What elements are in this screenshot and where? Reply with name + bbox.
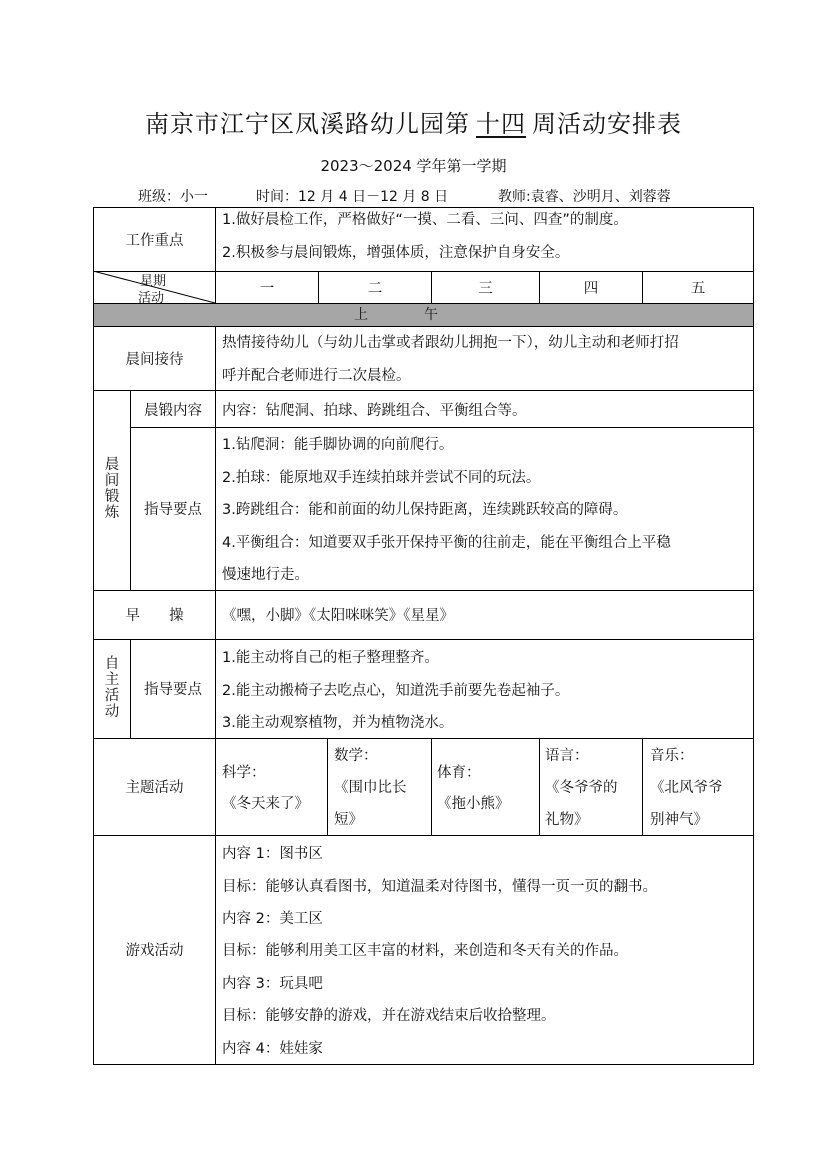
theme-fri-line: 音乐：: [650, 748, 694, 764]
table-border: [642, 738, 643, 836]
table-border: [539, 738, 540, 836]
theme-thu-line: 语言：: [545, 748, 589, 764]
work-focus-item: 2.积极参与晨间锻炼，增强体质，注意保护自身安全。: [222, 245, 570, 261]
theme-fri-line: 《北风爷爷: [650, 780, 723, 796]
exercise-guide-line: 3.跨跳组合：能和前面的幼儿保持距离，连续跳跃较高的障碍。: [222, 502, 628, 518]
self-guide-line: 3.能主动观察植物，并为植物浇水。: [222, 715, 454, 731]
table-border: [431, 738, 432, 836]
theme-thu-line: 《冬爷爷的: [545, 780, 618, 796]
weekday-tue: 二: [367, 281, 383, 297]
page-title: [0, 104, 827, 139]
theme-tue-line: 短》: [334, 812, 363, 828]
reception-line: 热情接待幼儿（与幼儿击掌或者跟幼儿拥抱一下），幼儿主动和老师打招: [222, 335, 679, 351]
morning-exercise-group-label: 晨间锻炼: [104, 457, 120, 521]
reception-label: 晨间接待: [125, 352, 184, 368]
game-activity-label: 游戏活动: [125, 943, 184, 959]
exercise-guide-line: 1.钻爬洞：能手脚协调的向前爬行。: [222, 437, 454, 453]
time-label: 时间：12 月 4 日－12 月 8 日: [256, 189, 449, 205]
self-guide-line: 2.能主动搬椅子去吃点心，知道洗手前要先卷起袖子。: [222, 683, 570, 699]
self-activity-group-label: 自主活动: [104, 656, 120, 720]
exercise-content: 内容：钻爬洞、拍球、跨跳组合、平衡组合等。: [222, 403, 527, 419]
weekday-wed: 三: [478, 281, 493, 297]
title-prefix: 南京市江宁区凤溪路幼儿园第: [145, 110, 470, 138]
self-guide-line: 1.能主动将自己的柜子整理整齐。: [222, 650, 439, 666]
game-activity-line: 目标：能够安静的游戏，并在游戏结束后收拾整理。: [222, 1008, 556, 1024]
week-number: 十四: [476, 110, 526, 138]
table-border: [93, 738, 754, 739]
game-activity-line: 内容 1：图书区: [222, 846, 323, 862]
weekday-fri: 五: [690, 281, 706, 297]
theme-fri-line: 别神气》: [650, 812, 708, 828]
theme-tue-line: 《围巾比长: [334, 780, 407, 796]
weekday-thu: 四: [583, 281, 599, 297]
subtitle: 2023～2024 学年第一学期: [320, 157, 507, 175]
morning-drill-content: 《嘿，小脚》《太阳咪咪笑》《星星》: [222, 608, 454, 624]
exercise-guide-label: 指导要点: [144, 502, 202, 518]
reception-line: 呼并配合老师进行二次晨检。: [222, 368, 411, 384]
diag-label-activity: 活动: [138, 291, 165, 306]
game-activity-line: 目标：能够认真看图书，知道温柔对待图书，懂得一页一页的翻书。: [222, 879, 657, 895]
work-focus-item: 1.做好晨检工作，严格做好“一摸、二看、三问、四查”的制度。: [222, 212, 628, 228]
table-border: [93, 1064, 754, 1065]
table-border: [93, 207, 94, 1065]
theme-wed-line: 体育：: [437, 765, 481, 781]
theme-thu-line: 礼物》: [545, 812, 589, 828]
table-border: [215, 326, 216, 1065]
exercise-content-label: 晨锻内容: [144, 403, 202, 419]
teacher-label: 教师:袁睿、沙明月、刘蓉蓉: [498, 189, 671, 205]
title-suffix: 周活动安排表: [532, 110, 682, 138]
game-activity-line: 内容 4：娃娃家: [222, 1041, 323, 1057]
weekday-mon: 一: [259, 281, 275, 297]
game-activity-line: 内容 3：玩具吧: [222, 976, 323, 992]
class-label: 班级：小一: [138, 189, 208, 205]
table-border: [93, 326, 754, 327]
table-border: [93, 390, 754, 391]
theme-mon-line: 《冬天来了》: [222, 796, 309, 812]
info-line: [138, 186, 671, 206]
diag-label-weekday: 星期: [140, 274, 167, 289]
exercise-guide-line: 2.拍球：能原地双手连续拍球并尝试不同的玩法。: [222, 470, 541, 486]
table-border: [130, 427, 754, 428]
theme-mon-line: 科学：: [222, 765, 266, 781]
exercise-guide-line: 4.平衡组合：知道要双手张开保持平衡的往前走，能在平衡组合上平稳: [222, 535, 671, 551]
self-guide-label: 指导要点: [144, 682, 202, 698]
table-border: [93, 639, 754, 640]
table-border: [93, 835, 754, 836]
morning-drill-label: 早 操: [125, 608, 184, 624]
table-border: [93, 590, 754, 591]
theme-tue-line: 数学：: [334, 748, 378, 764]
work-focus-label: 工作重点: [125, 233, 184, 249]
theme-activity-label: 主题活动: [125, 780, 184, 796]
section-morning-label: 上 午: [354, 307, 438, 323]
exercise-guide-line: 慢速地行走。: [222, 567, 309, 583]
table-border: [753, 207, 754, 1065]
game-activity-line: 内容 2：美工区: [222, 911, 323, 927]
table-border: [327, 738, 328, 836]
theme-wed-line: 《拖小熊》: [437, 796, 510, 812]
table-border: [130, 390, 131, 590]
game-activity-line: 目标：能够利用美工区丰富的材料，来创造和冬天有关的作品。: [222, 943, 628, 959]
